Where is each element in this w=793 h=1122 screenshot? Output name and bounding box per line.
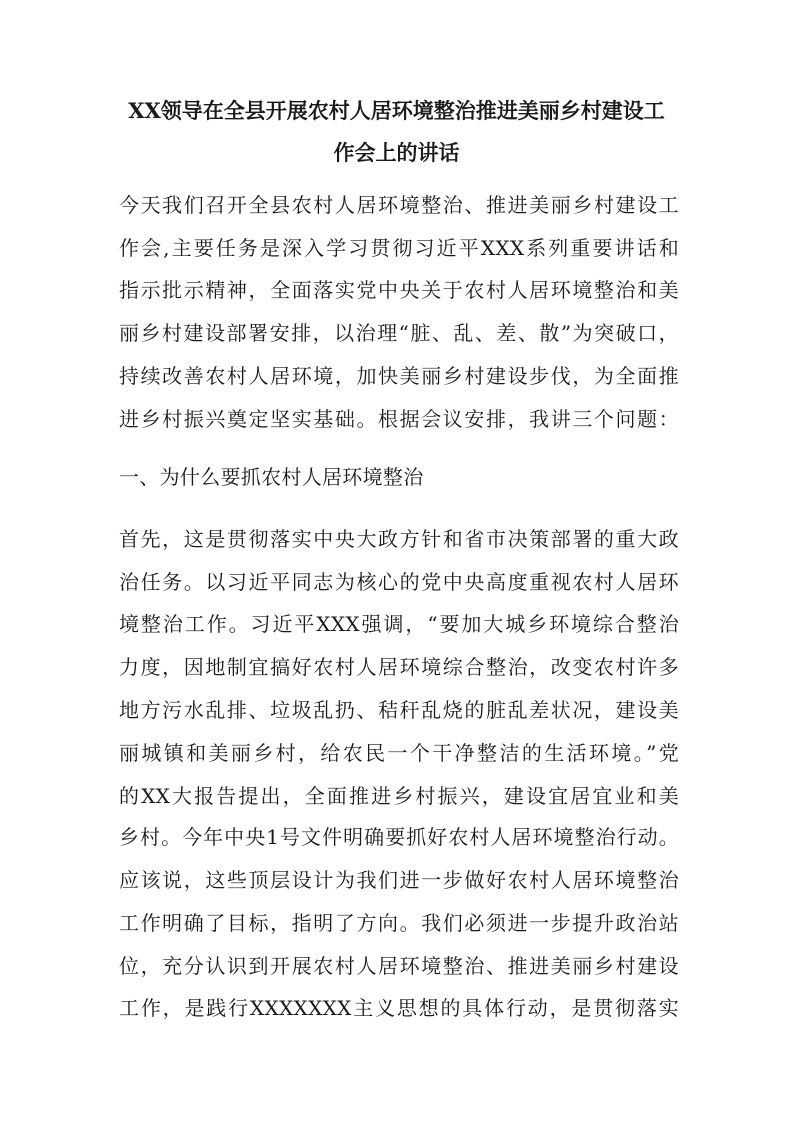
section-heading: 一、为什么要抓农村人居环境整治 [119,465,424,489]
intro-line: 今天我们召开全县农村人居环境整治、推进美丽乡村建设工 [119,193,679,217]
body-line: 地方污水乱排、垃圾乱扔、秸秆乱烧的脏乱差状况，建设美 [119,698,679,722]
document-title-line-1: XX领导在全县开展农村人居环境整治推进美丽乡村建设工 [128,98,665,123]
body-line: 首先，这是贯彻落实中央大政方针和省市决策部署的重大政 [119,527,679,551]
body-line: 境整治工作。习近平XXX强调，“要加大城乡环境综合整治 [119,612,679,636]
intro-line: 丽乡村建设部署安排，以治理“脏、乱、差、散”为突破口， [119,321,679,345]
body-line: 工作，是践行XXXXXXX主义思想的具体行动，是贯彻落实 [119,996,679,1020]
intro-line: 持续改善农村人居环境，加快美丽乡村建设步伐，为全面推 [119,364,679,388]
body-line: 工作明确了目标，指明了方向。我们必须进一步提升政治站 [119,911,679,935]
body-line: 治任务。以习近平同志为核心的党中央高度重视农村人居环 [119,570,679,594]
body-line: 的XX大报告提出，全面推进乡村振兴，建设宜居宜业和美 [119,784,679,808]
intro-line: 指示批示精神，全面落实党中央关于农村人居环境整治和美 [119,278,679,302]
body-line: 位，充分认识到开展农村人居环境整治、推进美丽乡村建设 [119,954,679,978]
body-line: 乡村。今年中央1号文件明确要抓好农村人居环境整治行动。 [119,825,679,849]
intro-line: 作会,主要任务是深入学习贯彻习近平XXX系列重要讲话和 [119,236,679,260]
body-line: 力度，因地制宜搞好农村人居环境综合整治，改变农村许多 [119,655,679,679]
intro-line: 进乡村振兴奠定坚实基础。根据会议安排，我讲三个问题： [119,407,679,431]
body-line: 应该说，这些顶层设计为我们进一步做好农村人居环境整治 [119,868,679,892]
body-line: 丽城镇和美丽乡村，给农民一个干净整洁的生活环境。”党 [119,741,679,765]
document-title-line-2: 作会上的讲话 [333,140,460,165]
